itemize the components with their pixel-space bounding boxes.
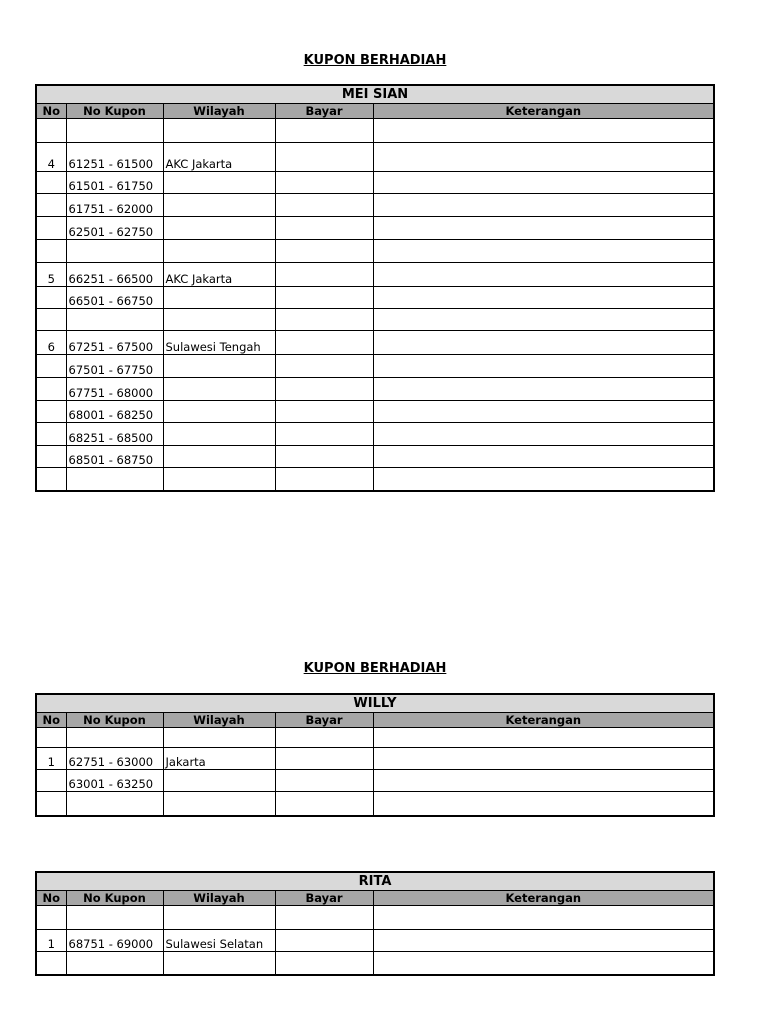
cell-no-kupon: 61251 - 61500 [66,143,163,172]
cell-keterangan [373,331,714,355]
table-row [36,930,714,952]
cell-bayar [275,378,373,401]
table-row [36,906,714,930]
cell-wilayah [163,194,275,217]
cell-no-kupon: 66251 - 66500 [66,263,163,287]
cell-keterangan [373,355,714,378]
cell-bayar [275,263,373,287]
cell-no [36,194,66,217]
cell-no: 1 [36,930,66,952]
cell-wilayah [163,287,275,309]
header-no-kupon: No Kupon [66,891,163,906]
person-name: MEI SIAN [36,85,714,104]
table-row [36,748,714,770]
cell-keterangan [373,748,714,770]
cell-keterangan [373,194,714,217]
cell-keterangan [373,119,714,143]
header-no: No [36,891,66,906]
cell-no-kupon [66,792,163,816]
cell-keterangan [373,423,714,446]
header-no: No [36,104,66,119]
cell-no [36,906,66,930]
table-row [36,952,714,975]
cell-wilayah [163,468,275,491]
cell-no [36,468,66,491]
header-no-kupon: No Kupon [66,104,163,119]
coupon-table-rita [35,871,715,976]
cell-no-kupon [66,240,163,263]
cell-no [36,172,66,194]
cell-no-kupon: 67501 - 67750 [66,355,163,378]
cell-wilayah [163,446,275,468]
cell-bayar [275,240,373,263]
cell-no [36,952,66,975]
cell-no-kupon [66,728,163,748]
cell-wilayah [163,217,275,240]
cell-no-kupon [66,119,163,143]
cell-bayar [275,728,373,748]
cell-keterangan [373,728,714,748]
table-row [36,401,714,423]
cell-bayar [275,119,373,143]
table-row [36,355,714,378]
cell-wilayah: Sulawesi Tengah [163,331,275,355]
header-no: No [36,713,66,728]
table-row [36,217,714,240]
cell-keterangan [373,172,714,194]
cell-bayar [275,172,373,194]
cell-wilayah [163,309,275,331]
header-keterangan: Keterangan [373,891,714,906]
cell-no-kupon: 68251 - 68500 [66,423,163,446]
cell-wilayah: AKC Jakarta [163,263,275,287]
table-row [36,446,714,468]
coupon-table-willy [35,693,715,817]
person-name: RITA [36,872,714,891]
cell-no-kupon: 68751 - 69000 [66,930,163,952]
table-row [36,143,714,172]
cell-keterangan [373,792,714,816]
cell-wilayah [163,952,275,975]
cell-wilayah: AKC Jakarta [163,143,275,172]
cell-wilayah [163,792,275,816]
cell-keterangan [373,263,714,287]
cell-no-kupon [66,309,163,331]
cell-no [36,355,66,378]
header-keterangan: Keterangan [373,713,714,728]
cell-no [36,287,66,309]
cell-bayar [275,217,373,240]
cell-bayar [275,930,373,952]
table-row [36,119,714,143]
coupon-table-mei-sian [35,84,715,492]
cell-bayar [275,952,373,975]
cell-bayar [275,792,373,816]
header-no-kupon: No Kupon [66,713,163,728]
cell-no-kupon: 67251 - 67500 [66,331,163,355]
cell-bayar [275,355,373,378]
cell-no-kupon: 68501 - 68750 [66,446,163,468]
cell-no [36,792,66,816]
cell-bayar [275,331,373,355]
page-title: KUPON BERHADIAH [303,661,447,676]
table-row [36,468,714,491]
cell-keterangan [373,952,714,975]
cell-bayar [275,287,373,309]
cell-wilayah: Jakarta [163,748,275,770]
cell-no-kupon [66,906,163,930]
header-wilayah: Wilayah [163,891,275,906]
table-row [36,728,714,748]
header-wilayah: Wilayah [163,104,275,119]
cell-no: 4 [36,143,66,172]
table-row [36,331,714,355]
cell-no [36,446,66,468]
cell-no [36,770,66,792]
cell-bayar [275,468,373,491]
cell-wilayah [163,728,275,748]
table-row [36,792,714,816]
cell-wilayah [163,378,275,401]
table-row [36,194,714,217]
cell-no: 6 [36,331,66,355]
cell-no [36,240,66,263]
cell-no-kupon [66,468,163,491]
cell-keterangan [373,309,714,331]
cell-no-kupon: 61501 - 61750 [66,172,163,194]
cell-wilayah [163,770,275,792]
cell-keterangan [373,143,714,172]
cell-bayar [275,143,373,172]
cell-no [36,728,66,748]
cell-keterangan [373,906,714,930]
cell-wilayah [163,355,275,378]
header-keterangan: Keterangan [373,104,714,119]
page-title: KUPON BERHADIAH [303,53,447,68]
header-bayar: Bayar [275,104,373,119]
cell-keterangan [373,287,714,309]
header-bayar: Bayar [275,713,373,728]
cell-wilayah [163,240,275,263]
table-row [36,770,714,792]
cell-no [36,119,66,143]
cell-no-kupon: 66501 - 66750 [66,287,163,309]
table-row [36,240,714,263]
cell-bayar [275,770,373,792]
header-wilayah: Wilayah [163,713,275,728]
cell-no-kupon [66,952,163,975]
cell-no-kupon: 63001 - 63250 [66,770,163,792]
cell-no: 1 [36,748,66,770]
cell-bayar [275,401,373,423]
cell-no: 5 [36,263,66,287]
cell-keterangan [373,468,714,491]
cell-no [36,217,66,240]
cell-keterangan [373,401,714,423]
cell-no [36,309,66,331]
table-row [36,287,714,309]
cell-keterangan [373,770,714,792]
cell-keterangan [373,378,714,401]
cell-bayar [275,309,373,331]
cell-wilayah [163,172,275,194]
table-row [36,309,714,331]
table-row [36,172,714,194]
table-row [36,263,714,287]
cell-bayar [275,446,373,468]
table-row [36,378,714,401]
cell-bayar [275,748,373,770]
cell-no [36,401,66,423]
table-row [36,423,714,446]
header-bayar: Bayar [275,891,373,906]
cell-wilayah [163,423,275,446]
cell-keterangan [373,217,714,240]
cell-no-kupon: 67751 - 68000 [66,378,163,401]
cell-wilayah [163,401,275,423]
cell-no-kupon: 62751 - 63000 [66,748,163,770]
cell-no-kupon: 68001 - 68250 [66,401,163,423]
cell-keterangan [373,446,714,468]
cell-no-kupon: 62501 - 62750 [66,217,163,240]
cell-no [36,423,66,446]
cell-bayar [275,194,373,217]
cell-wilayah [163,119,275,143]
cell-keterangan [373,240,714,263]
cell-no-kupon: 61751 - 62000 [66,194,163,217]
cell-keterangan [373,930,714,952]
cell-no [36,378,66,401]
person-name: WILLY [36,694,714,713]
cell-bayar [275,423,373,446]
cell-wilayah [163,906,275,930]
cell-bayar [275,906,373,930]
cell-wilayah: Sulawesi Selatan [163,930,275,952]
